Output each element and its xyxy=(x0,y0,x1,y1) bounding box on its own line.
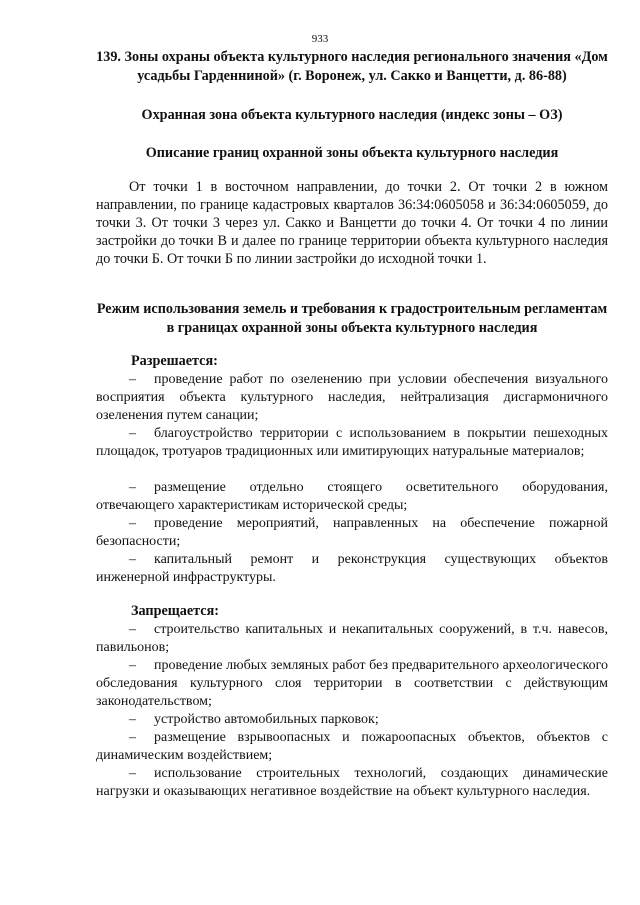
forbidden-item xyxy=(96,729,608,765)
forbidden-item xyxy=(96,621,608,657)
allowed-item-text: благоустройство территории с использованием в покрытии пешеходных площадок, тротуаров традиционных или имитирующих натуральные материалов; xyxy=(96,426,608,459)
allowed-item-text: размещение отдельно стоящего осветительного оборудования, отвечающего характеристикам исторической среды; xyxy=(96,480,608,513)
forbidden-item-text: использование строительных технологий, создающих динамические нагрузки и оказывающих негативное воздействие на объект культурного наследия. xyxy=(96,766,608,799)
forbidden-item-text: устройство автомобильных парковок; xyxy=(154,712,379,727)
list-dash: – xyxy=(129,622,136,637)
list-dash: – xyxy=(129,372,136,387)
boundaries-description: От точки 1 в восточном направлении, до точки 2. От точки 2 в южном направлении, по границе кадастровых кварталов 36:34:0605058 и 36:34:0605059, до точки 3. От точки 3 через ул. Сакко и Ванцетти до точки 4. От точки 4 по линии застройки до точки В и далее по границе территории объекта культурного наследия до точки Б. От точки Б по линии застройки до исходной точки 1. xyxy=(96,179,608,267)
allowed-label: Разрешается: xyxy=(131,353,218,369)
allowed-item xyxy=(96,551,608,587)
allowed-item xyxy=(96,515,608,551)
list-dash: – xyxy=(129,552,136,567)
allowed-item-text: капитальный ремонт и реконструкция существующих объектов инженерной инфраструктуры. xyxy=(96,552,608,585)
boundaries-heading: Описание границ охранной зоны объекта культурного наследия xyxy=(145,145,559,161)
forbidden-item xyxy=(96,711,608,729)
regime-heading: Режим использования земель и требования к градостроительным регламентам в границах охранной зоны объекта культурного наследия xyxy=(96,301,608,336)
list-dash: – xyxy=(129,712,136,727)
allowed-item xyxy=(96,371,608,425)
list-dash: – xyxy=(129,516,136,531)
allowed-item xyxy=(96,479,608,515)
allowed-item-text: проведение мероприятий, направленных на обеспечение пожарной безопасности; xyxy=(96,516,608,549)
forbidden-item-text: размещение взрывоопасных и пожароопасных объектов, объектов с динамическим воздействием; xyxy=(96,730,608,763)
page-number: 933 xyxy=(311,33,329,45)
forbidden-item-text: проведение любых земляных работ без предварительного археологического обследования культурного слоя территории в соответствии с действующим законодательством; xyxy=(96,658,608,709)
forbidden-label: Запрещается: xyxy=(131,603,219,619)
list-dash: – xyxy=(129,480,136,495)
zone-heading: Охранная зона объекта культурного наследия (индекс зоны – ОЗ) xyxy=(141,107,563,123)
forbidden-item-text: строительство капитальных и некапитальных сооружений, в т.ч. навесов, павильонов; xyxy=(96,622,608,655)
list-dash: – xyxy=(129,658,136,673)
list-dash: – xyxy=(129,426,136,441)
forbidden-item xyxy=(96,657,608,711)
allowed-item-text: проведение работ по озеленению при условии обеспечения визуального восприятия объекта культурного наследия, нейтрализация дисгармоничного озеленения путем санации; xyxy=(96,372,608,423)
list-dash: – xyxy=(129,730,136,745)
allowed-item xyxy=(96,425,608,461)
document-title: 139. Зоны охраны объекта культурного наследия регионального значения «Дом усадьбы Гарденниной» (г. Воронеж, ул. Сакко и Ванцетти, д. 86-88) xyxy=(96,49,608,84)
forbidden-item xyxy=(96,765,608,801)
list-dash: – xyxy=(129,766,136,781)
